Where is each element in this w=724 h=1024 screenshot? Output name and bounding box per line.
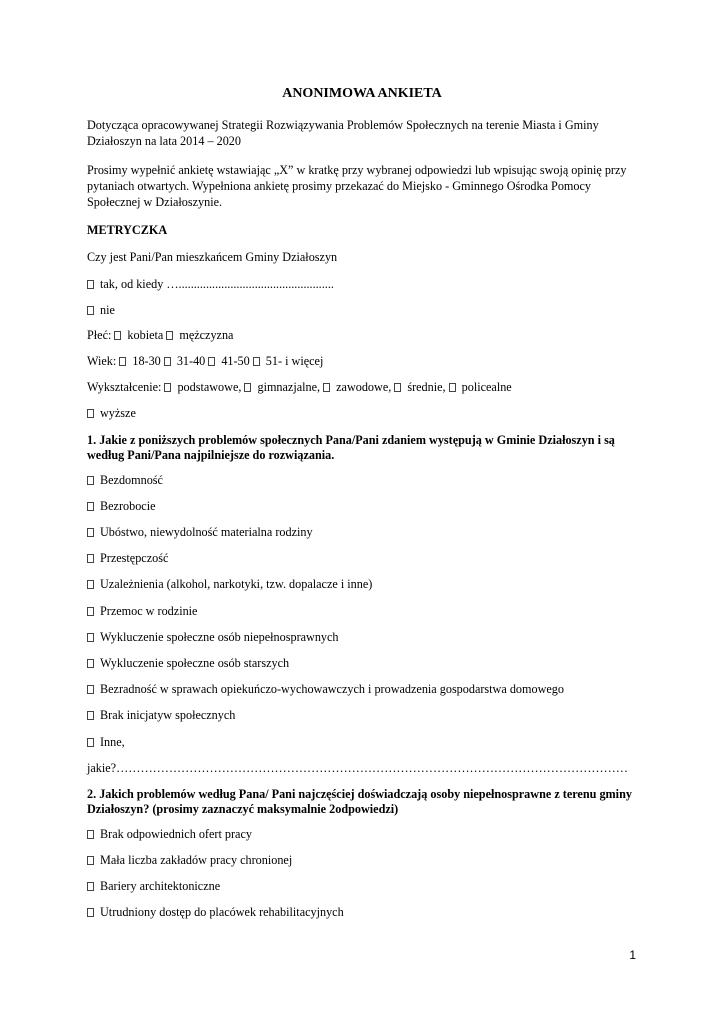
checkbox[interactable]	[87, 580, 94, 589]
question-1-heading: według Pani/Pana najpilniejsze do rozwiązania.	[87, 448, 335, 462]
education-label: Wykształcenie:	[87, 380, 162, 394]
checkbox[interactable]	[87, 856, 94, 865]
option-label: Bezdomność	[100, 473, 163, 487]
option-row	[87, 826, 252, 842]
checkbox[interactable]	[87, 685, 94, 694]
age-row	[87, 353, 323, 369]
checkbox[interactable]	[253, 357, 260, 366]
question-1-heading: 1. Jakie z poniższych problemów społecznych Pana/Pani zdaniem występują w Gminie Działoszyn i są	[87, 433, 615, 447]
option-label: Inne,	[100, 735, 125, 749]
option-row	[87, 655, 289, 671]
option-label: Mała liczba zakładów pracy chronionej	[100, 853, 293, 867]
option-label: wyższe	[100, 406, 136, 420]
sex-row	[87, 327, 233, 343]
checkbox[interactable]	[87, 502, 94, 511]
option-row	[87, 629, 339, 645]
option-label: tak, od kiedy …...................................................	[100, 277, 334, 291]
option-label: Brak inicjatyw społecznych	[100, 708, 236, 722]
option-row	[87, 707, 235, 723]
question-2-heading: 2. Jakich problemów według Pana/ Pani najczęściej doświadczają osoby niepełnosprawne z terenu gminy	[87, 787, 632, 801]
checkbox[interactable]	[87, 476, 94, 485]
question-2-heading: Działoszyn? (prosimy zaznaczyć maksymalnie 2odpowiedzi)	[87, 802, 399, 816]
checkbox[interactable]	[449, 383, 456, 392]
option-label: podstawowe,	[177, 380, 242, 394]
option-label: Wykluczenie społeczne osób starszych	[100, 656, 290, 670]
page-number: 1	[629, 948, 636, 962]
option-row	[87, 276, 334, 292]
intro-line: Prosimy wypełnić ankietę wstawiając „X” w kratkę przy wybranej odpowiedzi lub wpisując swoją opinię przy	[87, 163, 627, 177]
option-row	[87, 734, 125, 750]
option-row	[87, 904, 344, 920]
checkbox[interactable]	[87, 280, 94, 289]
option-label: nie	[100, 303, 115, 317]
education-row	[87, 379, 512, 395]
option-label: 18-30	[132, 354, 161, 368]
checkbox[interactable]	[87, 711, 94, 720]
option-label: Wykluczenie społeczne osób niepełnosprawnych	[100, 630, 339, 644]
option-row	[87, 302, 115, 318]
checkbox[interactable]	[87, 306, 94, 315]
option-label: kobieta	[127, 328, 164, 342]
checkbox[interactable]	[119, 357, 126, 366]
checkbox[interactable]	[244, 383, 251, 392]
option-label: Uzależnienia (alkohol, narkotyki, tzw. dopalacze i inne)	[100, 577, 373, 591]
intro-line: pytaniach otwartych. Wypełniona ankietę prosimy przekazać do Miejsko - Gminnego Ośrodka Pomocy	[87, 179, 592, 193]
checkbox[interactable]	[87, 830, 94, 839]
age-label: Wiek:	[87, 354, 117, 368]
intro-line: Dotycząca opracowywanej Strategii Rozwiązywania Problemów Społecznych na terenie Miasta i Gminy	[87, 118, 599, 132]
option-label: Bariery architektoniczne	[100, 879, 221, 893]
checkbox[interactable]	[208, 357, 215, 366]
option-label: Bezrobocie	[100, 499, 156, 513]
sex-label: Płeć:	[87, 328, 112, 342]
checkbox[interactable]	[87, 908, 94, 917]
checkbox[interactable]	[87, 554, 94, 563]
option-row	[87, 472, 163, 488]
checkbox[interactable]	[164, 383, 171, 392]
option-row	[87, 405, 136, 421]
intro-line: Działoszyn na lata 2014 – 2020	[87, 134, 241, 148]
option-row	[87, 498, 156, 514]
option-label: 51- i więcej	[265, 354, 324, 368]
checkbox[interactable]	[394, 383, 401, 392]
option-row	[87, 878, 220, 894]
resident-question: Czy jest Pani/Pan mieszkańcem Gminy Działoszyn	[87, 250, 338, 264]
intro-line: Społecznej w Działoszynie.	[87, 195, 223, 209]
option-label: Brak odpowiednich ofert pracy	[100, 827, 252, 841]
option-label: mężczyzna	[179, 328, 234, 342]
option-label: policealne	[461, 380, 512, 394]
checkbox[interactable]	[87, 659, 94, 668]
checkbox[interactable]	[87, 738, 94, 747]
option-row	[87, 681, 564, 697]
option-row	[87, 524, 313, 540]
checkbox[interactable]	[323, 383, 330, 392]
option-label: zawodowe,	[336, 380, 392, 394]
option-label: 31-40	[176, 354, 206, 368]
checkbox[interactable]	[87, 409, 94, 418]
option-row	[87, 576, 372, 592]
checkbox[interactable]	[87, 607, 94, 616]
checkbox[interactable]	[164, 357, 171, 366]
option-row	[87, 852, 292, 868]
option-label: Przemoc w rodzinie	[100, 604, 198, 618]
other-answer-line[interactable]: jakie?………………………………………………………………………………………………………………	[87, 761, 628, 775]
checkbox[interactable]	[114, 331, 121, 340]
option-label: Przestępczość	[100, 551, 169, 565]
checkbox[interactable]	[166, 331, 173, 340]
document-title: ANONIMOWA ANKIETA	[282, 86, 442, 101]
option-label: Utrudniony dostęp do placówek rehabilitacyjnych	[100, 905, 344, 919]
option-label: gimnazjalne,	[257, 380, 321, 394]
checkbox[interactable]	[87, 882, 94, 891]
checkbox[interactable]	[87, 528, 94, 537]
checkbox[interactable]	[87, 633, 94, 642]
option-label: 41-50	[221, 354, 250, 368]
section-heading-metryczka: METRYCZKA	[87, 223, 168, 237]
option-row	[87, 550, 168, 566]
option-label: Bezradność w sprawach opiekuńczo-wychowawczych i prowadzenia gospodarstwa domowego	[100, 682, 564, 696]
option-row	[87, 603, 197, 619]
option-label: średnie,	[407, 380, 446, 394]
option-label: Ubóstwo, niewydolność materialna rodziny	[100, 525, 313, 539]
